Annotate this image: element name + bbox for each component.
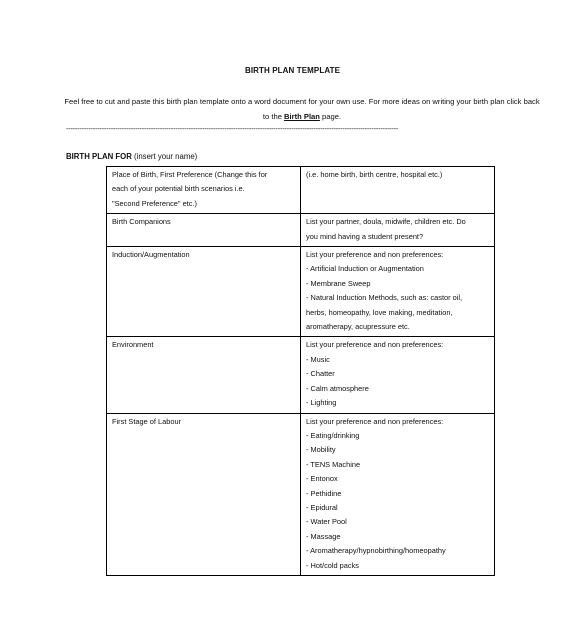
preference-text-line: - Aromatherapy/hypnobirthing/homeopathy — [306, 546, 446, 556]
topic-cell[interactable] — [107, 167, 301, 214]
preference-cell[interactable] — [301, 167, 495, 214]
table-row — [107, 214, 495, 247]
preference-text-line: - TENS Machine — [306, 459, 361, 469]
preference-text-line: you mind having a student present? — [306, 231, 424, 241]
preference-cell[interactable] — [301, 337, 495, 413]
preference-text-line: - Pethidine — [306, 488, 342, 498]
preference-text-line: - Membrane Sweep — [306, 278, 371, 288]
preference-text-line: (i.e. home birth, birth centre, hospital etc.) — [306, 170, 443, 179]
preference-text-line: - Mobility — [306, 445, 336, 455]
preference-text-line: herbs, homeopathy, love making, meditation, — [306, 307, 453, 317]
intro-paragraph — [64, 94, 540, 124]
topic-cell[interactable] — [107, 247, 301, 337]
topic-text-line: Induction/Augmentation — [112, 250, 190, 260]
preference-text-line: List your preference and non preferences: — [306, 250, 444, 260]
topic-cell[interactable] — [107, 413, 301, 575]
preference-text-line: - Chatter — [306, 369, 335, 379]
table-row — [107, 247, 495, 337]
table-row — [107, 413, 495, 575]
preference-cell[interactable] — [301, 247, 495, 337]
intro-text-end: page. — [322, 112, 342, 121]
preference-text-line: - Natural Induction Methods, such as: castor oil, — [306, 293, 463, 303]
preference-text-line: - Eating/drinking — [306, 430, 360, 440]
topic-cell[interactable] — [107, 214, 301, 247]
topic-cell[interactable] — [107, 337, 301, 413]
preference-text-line: List your preference and non preferences: — [306, 340, 444, 350]
preference-text-line: - Hot/cold packs — [306, 560, 359, 570]
birth-plan-for-line — [66, 152, 197, 161]
topic-text-line: First Stage of Labour — [112, 416, 182, 426]
birth-plan-for-label: BIRTH PLAN FOR — [66, 152, 132, 161]
topic-text-line: each of your potential birth scenarios i.e. — [112, 184, 245, 194]
document-title: BIRTH PLAN TEMPLATE — [244, 66, 341, 75]
preference-text-line: - Water Pool — [306, 517, 347, 527]
preference-text-line: List your preference and non preferences: — [306, 416, 444, 426]
name-placeholder[interactable]: (insert your name) — [134, 152, 198, 161]
preference-text-line: aromatherapy, acupressure etc. — [306, 322, 410, 332]
topic-text-line: Environment — [112, 340, 154, 350]
topic-text-line: Birth Companions — [112, 217, 171, 227]
preference-text-line: - Massage — [306, 531, 341, 541]
preference-cell[interactable] — [301, 413, 495, 575]
topic-text-line: Place of Birth, First Preference (Change this for — [112, 170, 268, 179]
preference-text-line: - Entonox — [306, 474, 338, 484]
preference-text-line: - Artificial Induction or Augmentation — [306, 264, 424, 274]
preference-text-line: - Music — [306, 354, 330, 364]
birth-plan-link[interactable]: Birth Plan — [284, 112, 320, 121]
table-row — [107, 167, 495, 214]
preference-text-line: List your partner, doula, midwife, children etc. Do — [306, 217, 466, 227]
birth-plan-table — [106, 166, 495, 576]
preference-text-line: - Epidural — [306, 502, 338, 512]
topic-text-line: "Second Preference" etc.) — [112, 198, 197, 208]
preference-text-line: - Calm atmosphere — [306, 383, 369, 393]
intro-text: Feel free to cut and paste this birth plan template onto a word document for your own use. For more ideas on writing your birth plan click back to the — [64, 97, 540, 121]
dashed-divider: ----------------------------------------------------------------------------------------------------------------------------------------------------- — [66, 124, 399, 133]
table-row — [107, 337, 495, 413]
preference-cell[interactable] — [301, 214, 495, 247]
preference-text-line: - Lighting — [306, 398, 337, 408]
